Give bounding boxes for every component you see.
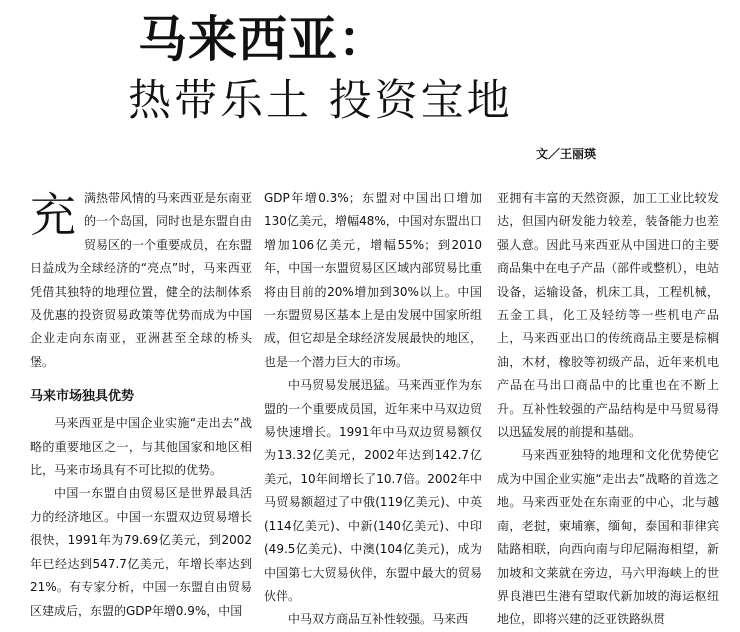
drop-cap: 充 (30, 188, 76, 242)
article-title-line2: 热带乐土 投资宝地 (128, 76, 513, 126)
paragraph: GDP年增0.3%；东盟对中国出口增加130亿美元，增幅48%，中国对东盟出口增加106亿美元，增幅55%；到2010年，中国一东盟贸易区区域内部贸易比重将由目前的20%增加到30%以上。中国一东盟贸易区基本上是由发展中国家所组成，但它却是全球经济发展最快的地区，也是一个潜力巨大的市场。 (264, 191, 482, 369)
paragraph: 马来西亚是中国企业实施“走出去”战略的重要地区之一，与其他国家和地区相比，马来市场具有不可比拟的优势。 (30, 416, 252, 478)
paragraph: 中国一东盟自由贸易区是世界最具活力的经济地区。中国一东盟双边贸易增长很快，1991年为79.69亿美元，到2002年已经达到547.7亿美元，年增长率达到21%。有专家分析，中国一东盟自由贸易区建成后，东盟的GDP年增0.9%，中国 (30, 486, 252, 618)
text-column-1 (30, 187, 253, 618)
text-column-3 (497, 187, 720, 627)
paragraph: 满热带风情的马来西亚是东南亚的一个岛国，同时也是东盟自由贸易区的一个重要成员，在东盟日益成为全球经济的“亮点”时，马来西亚凭借其独特的地理位置，健全的法制体系及优惠的投资贸易政策等优势而成为中国企业走向东南亚，亚洲甚至全球的桥头堡。 (30, 191, 253, 369)
paragraph: 中马双方商品互补性较强。马来西 (288, 612, 469, 627)
author-byline: 文／王丽瑛 (536, 147, 597, 161)
article-title-line1: 马来西亚： (138, 11, 389, 68)
section-heading: 马来市场独具优势 (30, 389, 135, 405)
paragraph: 亚拥有丰富的天然资源，加工工业比较发达，但国内研发能力较差，装备能力也差强人意。因此马来西亚从中国进口的主要商品集中在电子产品（部件或整机），电站设备，运输设备，机床工具，工程机械，五金工具，化工及轻纺等一些机电产品上，马来西亚出口的传统商品主要是棕榈油，木材，橡胶等初级产品，近年来机电产品在马出口商品中的比重也在不断上升。互补性较强的产品结构是中马贸易得以迅猛发展的前提和基础。 (497, 191, 720, 440)
paragraph: 马来西亚独特的地理和文化优势使它成为中国企业实施“走出去”战略的首选之地。马来西亚处在东南亚的中心，北与越南，老挝，柬埔寨，缅甸，泰国和菲律宾陆路相联，向西向南与印尼隔海相望，新加坡和文莱就在旁边，马六甲海峡上的世界良港巴生港有望取代新加坡的海运枢纽地位，即将兴建的泛亚铁路纵贯 (497, 448, 719, 627)
paragraph: 中马贸易发展迅猛。马来西亚作为东盟的一个重要成员国，近年来中马双边贸易快速增长。1991年中马双边贸易额仅为13.32亿美元，2002年达到142.7亿美元，10年间增长了10.7倍。2002年中马贸易额超过了中俄(119亿美元)、中英(114亿美元)、中新(140亿美元)、中印(49.5亿美元)、中澳(104亿美元)，成为中国第七大贸易伙伴，东盟中最大的贸易伙伴。 (264, 378, 482, 603)
text-column-2 (264, 187, 482, 627)
